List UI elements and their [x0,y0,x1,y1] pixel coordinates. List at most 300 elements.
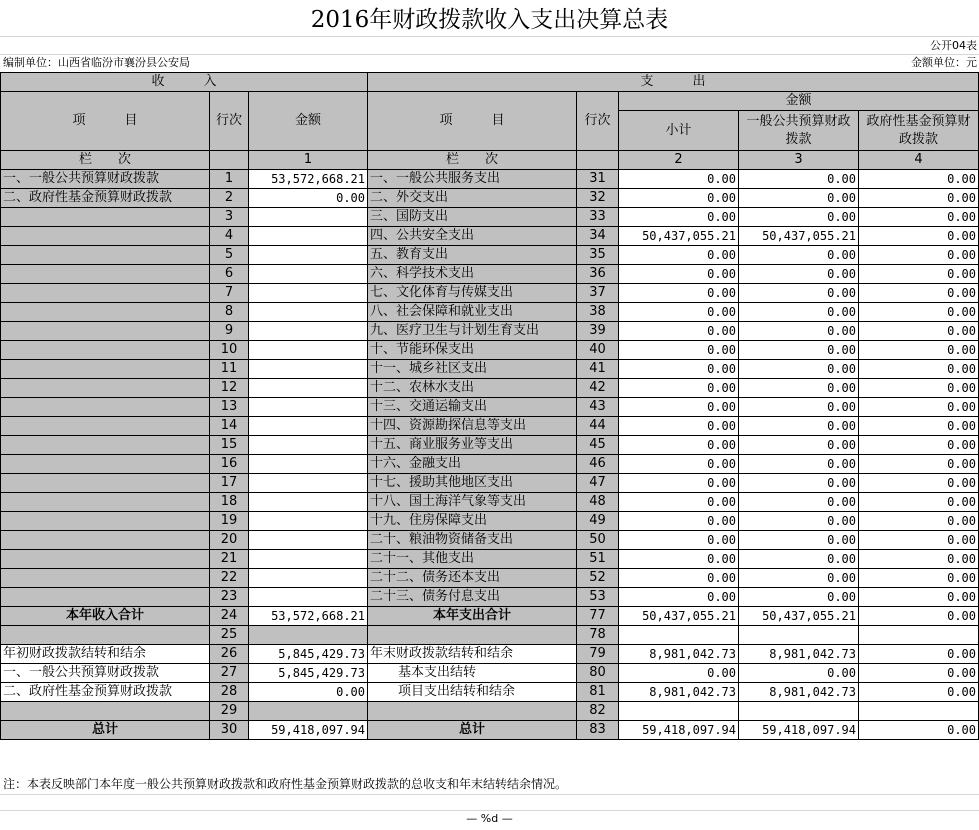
fund-budget-cell: 0.00 [859,455,979,474]
income-item-cell [1,303,210,322]
income-amount-cell: 59,418,097.94 [249,721,368,740]
subtotal-cell: 0.00 [619,512,739,531]
expense-item-cell: 一、一般公共服务支出 [368,170,577,189]
income-amount-cell [249,227,368,246]
expense-item-cell: 十一、城乡社区支出 [368,360,577,379]
fund-budget-cell: 0.00 [859,246,979,265]
lanci-label: 栏 次 [368,151,577,170]
income-rowno-cell: 2 [210,189,249,208]
expense-item-cell: 八、社会保障和就业支出 [368,303,577,322]
fund-budget-cell: 0.00 [859,379,979,398]
gridline [0,54,979,55]
income-item-cell [1,588,210,607]
table-row [1,702,979,721]
general-budget-cell: 0.00 [739,246,859,265]
general-budget-header: 一般公共预算财政拨款 [739,111,859,151]
income-item-cell [1,341,210,360]
income-item-cell [1,417,210,436]
fund-budget-cell: 0.00 [859,189,979,208]
income-rowno-cell: 27 [210,664,249,683]
income-item-cell [1,531,210,550]
general-budget-cell: 8,981,042.73 [739,683,859,702]
income-rowno-cell: 21 [210,550,249,569]
income-item-cell: 年初财政拨款结转和结余 [1,645,210,664]
table-row [1,265,979,284]
fund-budget-cell [859,626,979,645]
budget-table [0,72,979,740]
general-budget-cell: 0.00 [739,531,859,550]
income-rowno-cell: 11 [210,360,249,379]
general-budget-cell: 0.00 [739,569,859,588]
income-item-cell [1,493,210,512]
income-rowno-cell: 1 [210,170,249,189]
fund-budget-cell: 0.00 [859,588,979,607]
general-budget-cell: 0.00 [739,360,859,379]
expense-item-header: 项 目 [368,92,577,151]
subtotal-cell: 0.00 [619,398,739,417]
fund-budget-cell: 0.00 [859,265,979,284]
table-row [1,284,979,303]
fund-budget-cell: 0.00 [859,208,979,227]
fund-budget-cell: 0.00 [859,512,979,531]
expense-rowno-cell: 35 [577,246,619,265]
general-budget-cell: 59,418,097.94 [739,721,859,740]
income-rowno-cell: 3 [210,208,249,227]
expense-item-cell: 项目支出结转和结余 [368,683,577,702]
expense-item-cell: 十四、资源勘探信息等支出 [368,417,577,436]
income-rowno-cell: 6 [210,265,249,284]
expense-rowno-cell: 45 [577,436,619,455]
lanci-empty [210,151,249,170]
income-amount-cell [249,569,368,588]
general-budget-cell: 0.00 [739,189,859,208]
table-row [1,227,979,246]
income-item-cell [1,455,210,474]
income-rowno-cell: 8 [210,303,249,322]
income-amount-cell: 53,572,668.21 [249,607,368,626]
fund-budget-header: 政府性基金预算财政拨款 [859,111,979,151]
subtotal-header: 小计 [619,111,739,151]
income-amount-cell [249,588,368,607]
expense-rowno-cell: 48 [577,493,619,512]
income-item-header: 项 目 [1,92,210,151]
subtotal-cell: 50,437,055.21 [619,227,739,246]
general-budget-cell: 0.00 [739,322,859,341]
currency-unit: 金额单位：元 [911,56,977,69]
fund-budget-cell: 0.00 [859,322,979,341]
expense-rowno-cell: 51 [577,550,619,569]
subtotal-cell [619,626,739,645]
income-amount-cell [249,341,368,360]
income-rowno-cell: 10 [210,341,249,360]
table-row [1,512,979,531]
expense-item-cell: 二十三、债务付息支出 [368,588,577,607]
fund-budget-cell: 0.00 [859,474,979,493]
subtotal-cell: 0.00 [619,322,739,341]
fund-budget-cell: 0.00 [859,607,979,626]
income-amount-cell [249,436,368,455]
expense-item-cell: 基本支出结转 [368,664,577,683]
fund-budget-cell: 0.00 [859,284,979,303]
table-row [1,569,979,588]
subtotal-cell: 0.00 [619,455,739,474]
expense-item-cell: 二、外交支出 [368,189,577,208]
expense-rowno-cell: 50 [577,531,619,550]
general-budget-cell: 0.00 [739,398,859,417]
income-rowno-cell: 24 [210,607,249,626]
header-row-sections [1,73,979,92]
income-item-cell [1,550,210,569]
subtotal-cell: 0.00 [619,493,739,512]
fund-budget-cell: 0.00 [859,645,979,664]
income-rowno-cell: 23 [210,588,249,607]
column-number-3: 3 [739,151,859,170]
expense-rowno-cell: 31 [577,170,619,189]
fund-budget-cell: 0.00 [859,417,979,436]
subtotal-cell [619,702,739,721]
general-budget-cell: 0.00 [739,512,859,531]
subtotal-cell: 8,981,042.73 [619,645,739,664]
income-item-cell [1,379,210,398]
table-row [1,626,979,645]
subtotal-cell: 0.00 [619,436,739,455]
income-rowno-cell: 22 [210,569,249,588]
column-number-2: 2 [619,151,739,170]
fund-budget-cell: 0.00 [859,303,979,322]
fund-budget-cell: 0.00 [859,170,979,189]
expense-item-cell: 十九、住房保障支出 [368,512,577,531]
table-row [1,170,979,189]
fund-budget-cell: 0.00 [859,550,979,569]
income-rowno-cell: 12 [210,379,249,398]
gridline [0,810,979,811]
expense-item-cell: 三、国防支出 [368,208,577,227]
expense-item-cell: 五、教育支出 [368,246,577,265]
general-budget-cell: 0.00 [739,265,859,284]
table-row [1,303,979,322]
income-amount-cell: 5,845,429.73 [249,664,368,683]
income-rowno-cell: 30 [210,721,249,740]
expense-rowno-header: 行次 [577,92,619,151]
expense-rowno-cell: 83 [577,721,619,740]
expense-rowno-cell: 38 [577,303,619,322]
income-amount-cell [249,398,368,417]
subtotal-cell: 0.00 [619,265,739,284]
page-footer: — %d — [466,812,513,825]
general-budget-cell: 0.00 [739,379,859,398]
subtotal-cell: 0.00 [619,550,739,569]
expense-item-cell: 十二、农林水支出 [368,379,577,398]
gridline [0,36,979,37]
income-rowno-cell: 14 [210,417,249,436]
fund-budget-cell: 0.00 [859,664,979,683]
general-budget-cell: 0.00 [739,417,859,436]
income-amount-cell: 53,572,668.21 [249,170,368,189]
income-item-cell: 二、政府性基金预算财政拨款 [1,189,210,208]
income-amount-cell [249,208,368,227]
expense-rowno-cell: 36 [577,265,619,284]
income-amount-cell [249,455,368,474]
income-amount-cell [249,474,368,493]
column-number-4: 4 [859,151,979,170]
income-item-cell: 二、政府性基金预算财政拨款 [1,683,210,702]
subtotal-cell: 0.00 [619,474,739,493]
subtotal-cell: 0.00 [619,303,739,322]
lanci-label: 栏 次 [1,151,210,170]
expense-rowno-cell: 32 [577,189,619,208]
general-budget-cell: 0.00 [739,550,859,569]
column-number-row [1,151,979,170]
subtotal-cell: 0.00 [619,588,739,607]
general-budget-cell [739,626,859,645]
table-row [1,360,979,379]
general-budget-cell: 0.00 [739,664,859,683]
expense-rowno-cell: 34 [577,227,619,246]
income-rowno-cell: 7 [210,284,249,303]
income-item-cell [1,208,210,227]
subtotal-cell: 8,981,042.73 [619,683,739,702]
gridline [0,794,979,795]
income-item-cell [1,569,210,588]
general-budget-cell: 0.00 [739,493,859,512]
income-item-cell [1,227,210,246]
expense-rowno-cell: 41 [577,360,619,379]
general-budget-cell: 0.00 [739,474,859,493]
income-amount-cell [249,322,368,341]
expense-item-cell: 四、公共安全支出 [368,227,577,246]
income-rowno-cell: 26 [210,645,249,664]
expense-item-cell: 十七、援助其他地区支出 [368,474,577,493]
general-budget-cell: 0.00 [739,588,859,607]
income-item-cell: 一、一般公共预算财政拨款 [1,664,210,683]
table-row [1,436,979,455]
income-rowno-cell: 18 [210,493,249,512]
subtotal-cell: 50,437,055.21 [619,607,739,626]
income-section-header: 收 入 [1,73,368,92]
table-row [1,664,979,683]
table-body [1,73,979,740]
expense-item-cell: 十八、国土海洋气象等支出 [368,493,577,512]
income-rowno-cell: 29 [210,702,249,721]
expense-rowno-cell: 43 [577,398,619,417]
general-budget-cell [739,702,859,721]
table-row [1,379,979,398]
expense-rowno-cell: 47 [577,474,619,493]
expense-rowno-cell: 77 [577,607,619,626]
income-rowno-cell: 16 [210,455,249,474]
expense-item-cell: 二十、粮油物资储备支出 [368,531,577,550]
general-budget-cell: 0.00 [739,455,859,474]
income-item-cell [1,398,210,417]
income-item-cell [1,246,210,265]
income-amount-cell [249,417,368,436]
lanci-empty [577,151,619,170]
table-row [1,341,979,360]
reporting-unit: 编制单位：山西省临汾市襄汾县公安局 [3,56,190,69]
form-number: 公开04表 [930,39,977,52]
general-budget-cell: 0.00 [739,341,859,360]
income-item-cell [1,626,210,645]
header-row-columns [1,92,979,111]
expense-item-cell: 十、节能环保支出 [368,341,577,360]
expense-item-cell: 二十一、其他支出 [368,550,577,569]
income-item-cell [1,436,210,455]
income-item-cell: 总计 [1,721,210,740]
table-row [1,607,979,626]
table-row [1,550,979,569]
subtotal-cell: 0.00 [619,170,739,189]
income-item-cell [1,702,210,721]
income-rowno-cell: 19 [210,512,249,531]
income-amount-cell [249,284,368,303]
income-item-cell [1,322,210,341]
subtotal-cell: 0.00 [619,360,739,379]
expense-rowno-cell: 42 [577,379,619,398]
table-row [1,474,979,493]
income-amount-cell [249,702,368,721]
table-row [1,455,979,474]
expense-item-cell [368,702,577,721]
income-rowno-header: 行次 [210,92,249,151]
expense-item-cell: 九、医疗卫生与计划生育支出 [368,322,577,341]
expense-rowno-cell: 37 [577,284,619,303]
expense-item-cell: 本年支出合计 [368,607,577,626]
subtotal-cell: 0.00 [619,379,739,398]
income-rowno-cell: 9 [210,322,249,341]
expense-rowno-cell: 46 [577,455,619,474]
expense-section-header: 支 出 [368,73,979,92]
income-rowno-cell: 28 [210,683,249,702]
income-amount-cell [249,303,368,322]
income-amount-cell [249,550,368,569]
table-row [1,189,979,208]
income-item-cell [1,360,210,379]
income-amount-header: 金额 [249,92,368,151]
general-budget-cell: 0.00 [739,208,859,227]
expense-item-cell [368,626,577,645]
expense-item-cell: 六、科学技术支出 [368,265,577,284]
fund-budget-cell: 0.00 [859,569,979,588]
income-amount-cell [249,626,368,645]
income-rowno-cell: 17 [210,474,249,493]
fund-budget-cell [859,702,979,721]
expense-rowno-cell: 81 [577,683,619,702]
fund-budget-cell: 0.00 [859,721,979,740]
income-rowno-cell: 20 [210,531,249,550]
expense-rowno-cell: 40 [577,341,619,360]
table-row [1,683,979,702]
subtotal-cell: 0.00 [619,341,739,360]
general-budget-cell: 0.00 [739,284,859,303]
table-note: 注：本表反映部门本年度一般公共预算财政拨款和政府性基金预算财政拨款的总收支和年末结转结余情况。 [3,777,568,791]
income-item-cell: 本年收入合计 [1,607,210,626]
fund-budget-cell: 0.00 [859,398,979,417]
table-row [1,246,979,265]
income-item-cell [1,512,210,531]
fund-budget-cell: 0.00 [859,436,979,455]
income-rowno-cell: 15 [210,436,249,455]
table-row [1,531,979,550]
income-amount-cell: 0.00 [249,683,368,702]
general-budget-cell: 0.00 [739,303,859,322]
income-amount-cell: 5,845,429.73 [249,645,368,664]
general-budget-cell: 8,981,042.73 [739,645,859,664]
table-row [1,398,979,417]
amount-group-header: 金额 [619,92,979,111]
subtotal-cell: 0.00 [619,246,739,265]
fund-budget-cell: 0.00 [859,341,979,360]
subtotal-cell: 0.00 [619,664,739,683]
income-amount-cell [249,512,368,531]
general-budget-cell: 0.00 [739,170,859,189]
fund-budget-cell: 0.00 [859,360,979,379]
fund-budget-cell: 0.00 [859,683,979,702]
expense-rowno-cell: 39 [577,322,619,341]
column-number-1: 1 [249,151,368,170]
fund-budget-cell: 0.00 [859,227,979,246]
income-amount-cell: 0.00 [249,189,368,208]
subtotal-cell: 0.00 [619,417,739,436]
expense-rowno-cell: 53 [577,588,619,607]
income-rowno-cell: 25 [210,626,249,645]
expense-rowno-cell: 44 [577,417,619,436]
table-row [1,645,979,664]
income-rowno-cell: 13 [210,398,249,417]
income-amount-cell [249,493,368,512]
table-row [1,588,979,607]
expense-rowno-cell: 33 [577,208,619,227]
general-budget-cell: 0.00 [739,436,859,455]
income-item-cell [1,284,210,303]
general-budget-cell: 50,437,055.21 [739,607,859,626]
income-item-cell: 一、一般公共预算财政拨款 [1,170,210,189]
expense-item-cell: 二十二、债务还本支出 [368,569,577,588]
income-item-cell [1,474,210,493]
expense-item-cell: 七、文化体育与传媒支出 [368,284,577,303]
page-title: 2016年财政拨款收入支出决算总表 [310,7,669,33]
fund-budget-cell: 0.00 [859,493,979,512]
income-rowno-cell: 5 [210,246,249,265]
expense-item-cell: 年末财政拨款结转和结余 [368,645,577,664]
subtotal-cell: 0.00 [619,531,739,550]
income-amount-cell [249,246,368,265]
fund-budget-cell: 0.00 [859,531,979,550]
income-amount-cell [249,379,368,398]
income-amount-cell [249,360,368,379]
subtotal-cell: 59,418,097.94 [619,721,739,740]
subtotal-cell: 0.00 [619,284,739,303]
income-amount-cell [249,531,368,550]
expense-rowno-cell: 82 [577,702,619,721]
subtotal-cell: 0.00 [619,208,739,227]
table-row [1,493,979,512]
expense-rowno-cell: 78 [577,626,619,645]
subtotal-cell: 0.00 [619,569,739,588]
income-rowno-cell: 4 [210,227,249,246]
income-amount-cell [249,265,368,284]
table-row [1,322,979,341]
income-item-cell [1,265,210,284]
expense-rowno-cell: 80 [577,664,619,683]
expense-rowno-cell: 49 [577,512,619,531]
table-row [1,208,979,227]
expense-item-cell: 总计 [368,721,577,740]
general-budget-cell: 50,437,055.21 [739,227,859,246]
expense-item-cell: 十六、金融支出 [368,455,577,474]
table-row [1,417,979,436]
subtotal-cell: 0.00 [619,189,739,208]
expense-rowno-cell: 79 [577,645,619,664]
